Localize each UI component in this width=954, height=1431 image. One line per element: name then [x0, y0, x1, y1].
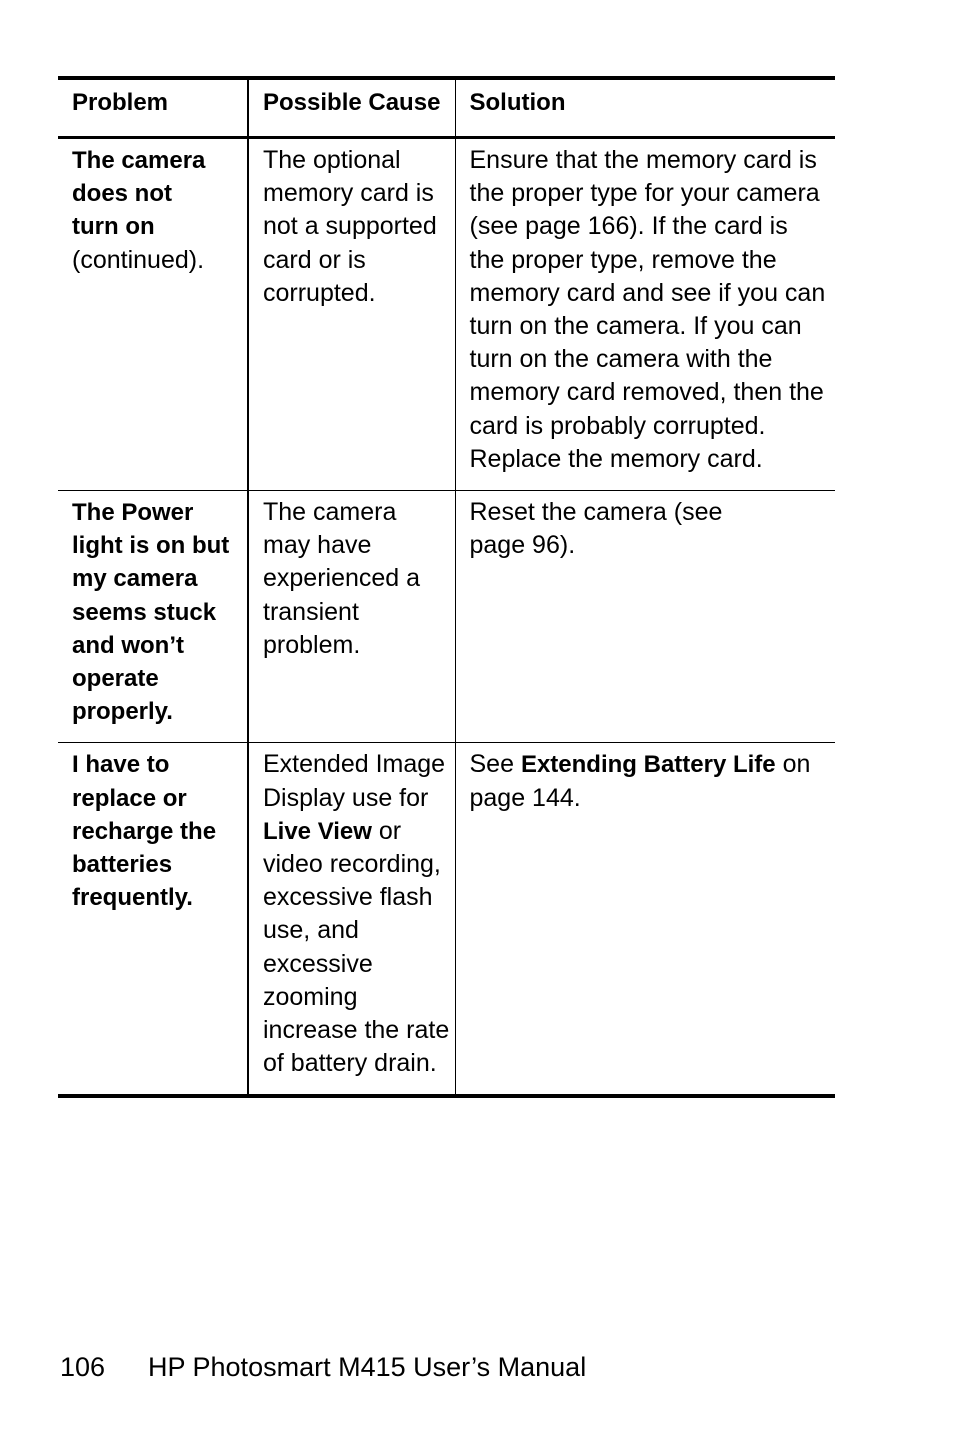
page-number: 106 — [60, 1352, 106, 1382]
solution-cell — [455, 491, 835, 743]
cause-cell — [248, 491, 455, 743]
solution-cell — [455, 138, 835, 491]
extending-battery-life-reference: Extending Battery Life — [520, 751, 776, 779]
cause-text-part1: Extended Image Display use for — [263, 750, 446, 812]
solution-text-part2: on page 144. — [469, 750, 811, 812]
troubleshooting-table — [58, 76, 835, 1098]
problem-text: I have to replace or recharge the batteries frequently. — [72, 751, 217, 912]
manual-title: HP Photosmart M415 User’s Manual — [148, 1352, 587, 1382]
troubleshooting-table-wrapper — [58, 76, 835, 1098]
page-footer — [60, 1349, 586, 1385]
problem-cell — [58, 138, 248, 491]
cause-cell — [248, 138, 455, 491]
solution-cell — [455, 743, 835, 1097]
solution-text: Reset the camera (see page 96). — [469, 498, 723, 560]
header-solution: Solution — [455, 78, 835, 138]
problem-text: The Power light is on but my camera seems stuck and won’t operate properly. — [72, 499, 230, 726]
table-row — [58, 743, 835, 1097]
problem-continued-text: (continued). — [72, 245, 205, 274]
table-row — [58, 491, 835, 743]
solution-text: Ensure that the memory card is the proper type for your camera (see page 166). If the card is the proper type, remove the memory card and see if you can turn on the camera. If you can turn on the camera with the memory card removed, then the card is probably corrupted. Replace the memory card. — [469, 146, 826, 473]
table-row — [58, 138, 835, 491]
header-problem: Problem — [72, 89, 169, 116]
header-possible-cause: Possible Cause — [248, 78, 455, 138]
problem-text: The camera does not turn on — [72, 147, 206, 241]
problem-cell — [58, 743, 248, 1097]
problem-cell — [58, 491, 248, 743]
cause-text: The optional memory card is not a supported card or is corrupted. — [263, 146, 437, 307]
cause-text-part2: or video recording, excessive flash use, and excessive zooming increase the rate of battery drain. — [263, 816, 450, 1078]
live-view-term: Live View — [263, 817, 372, 845]
solution-text-part1: See — [469, 750, 521, 779]
table-header-row — [58, 78, 835, 138]
cause-text: The camera may have experienced a transient problem. — [263, 498, 421, 659]
cause-cell — [248, 743, 455, 1097]
